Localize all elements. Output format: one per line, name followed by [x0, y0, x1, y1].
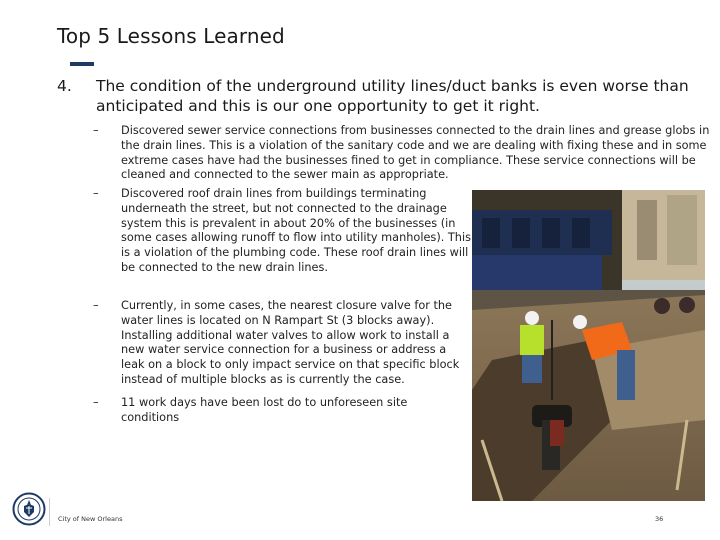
bullet-dash: – [93, 124, 99, 137]
bullet-dash: – [93, 187, 99, 200]
page-number: 36 [655, 515, 664, 523]
construction-photo [472, 190, 705, 501]
bullet-text: Discovered sewer service connections from businesses connected to the drain lines and grease globs in the drain lines. This is a violation of the sanitary code and we are dealing with fixing these and in some extreme cases have had the businesses fined to get in compliance. These service connections will be cleaned and connected to the sewer main as appropriate. [121, 124, 710, 182]
bullet-dash: – [93, 299, 99, 312]
bullet-text: Currently, in some cases, the nearest closure valve for the water lines is located on N Rampart St (3 blocks away). Installing additional water valves to allow work to install a new water service connection for a business or address a leak on a block to only impact service on that specific block instead of multiple blocks as is currently the case. [121, 299, 460, 386]
city-seal-icon [12, 492, 46, 526]
bullet-text: Discovered roof drain lines from buildings terminating underneath the street, but not connected to the drainage system this is prevalent in about 20% of the businesses (in some cases allowing runoff to flow into utility manholes). This is a violation of the plumbing code. These roof drain lines will be connected to the new drain lines. [121, 187, 471, 274]
title-accent-bar [70, 62, 94, 66]
footer-divider [49, 498, 50, 526]
bullet-text: 11 work days have been lost do to unforeseen site conditions [121, 396, 408, 424]
point-text: The condition of the underground utility lines/duct banks is even worse than anticipated and this is our one opportunity to get it right. [96, 77, 689, 115]
bullet-dash: – [93, 396, 99, 409]
footer-organization: City of New Orleans [58, 515, 123, 523]
point-number: 4. [57, 77, 72, 95]
slide-title: Top 5 Lessons Learned [57, 24, 285, 48]
